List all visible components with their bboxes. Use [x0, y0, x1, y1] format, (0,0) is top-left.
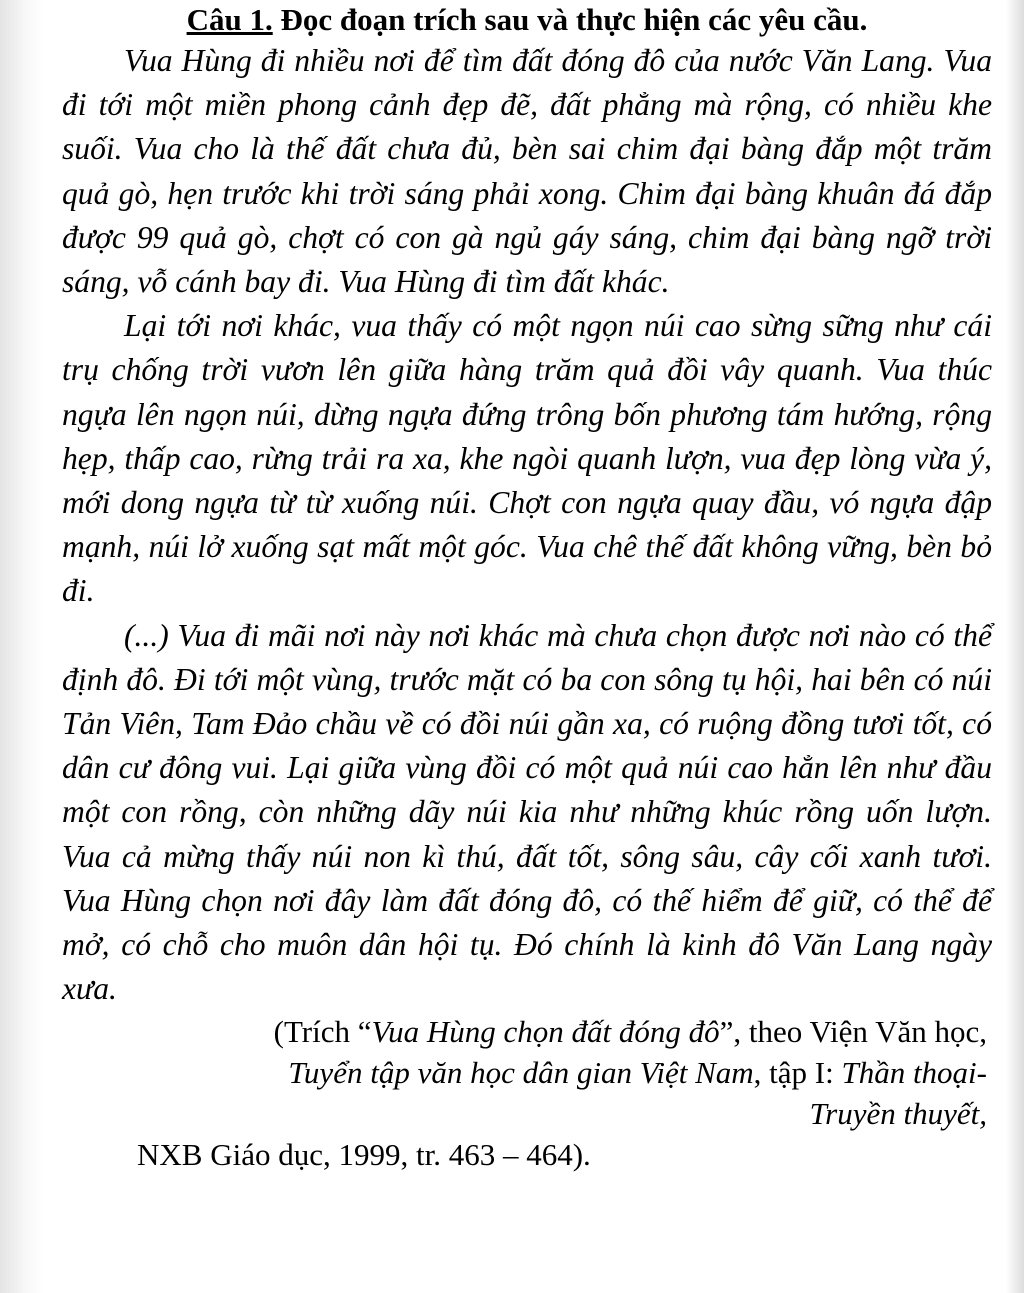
- question-number: Câu 1.: [186, 2, 273, 37]
- citation-volume-title-1: Thần thoại-: [841, 1055, 987, 1091]
- passage-paragraph-3: (...) Vua đi mãi nơi này nơi khác mà chưa chọn được nơi nào có thể định đô. Đi tới một vùng, trước mặt có ba con sông tụ hội, hai bên có núi Tản Viên, Tam Đảo chầu về có đồi núi gần xa, có ruộng đồng tươi tốt, có dân cư đông vui. Lại giữa vùng đồi có một quả núi cao hẳn lên như đầu một con rồng, còn những dãy núi kia như những khúc rồng uốn lượn. Vua cả mừng thấy núi non kì thú, đất tốt, sông sâu, cây cối xanh tươi. Vua Hùng chọn nơi đây làm đất đóng đô, có thế hiểm để giữ, có thể để mở, có chỗ cho muôn dân hội tụ. Đó chính là kinh đô Văn Lang ngày xưa.: [62, 617, 992, 1007]
- citation-book-title: Tuyển tập văn học dân gian Việt Nam: [288, 1055, 754, 1091]
- citation-publisher: NXB Giáo dục, 1999, tr. 463 – 464).: [137, 1137, 591, 1173]
- page-left-shadow: [0, 0, 44, 1293]
- passage-paragraph-2: Lại tới nơi khác, vua thấy có một ngọn núi cao sừng sững như cái trụ chống trời vươn lên giữa hàng trăm quả đồi vây quanh. Vua thúc ngựa lên ngọn núi, dừng ngựa đứng trông bốn phương tám hướng, rộng hẹp, thấp cao, rừng trải ra xa, khe ngòi quanh lượn, vua đẹp lòng vừa ý, mới dong ngựa từ từ xuống núi. Chợt con ngựa quay đầu, vó ngựa đập mạnh, núi lở xuống sạt mất một góc. Vua chê thế đất không vững, bèn bỏ đi.: [62, 308, 992, 609]
- document-page: [62, 0, 992, 1175]
- citation-volume: , tập I:: [753, 1055, 842, 1091]
- passage-paragraph-1: Vua Hùng đi nhiều nơi để tìm đất đóng đô của nước Văn Lang. Vua đi tới một miền phong cảnh đẹp đẽ, đất phẳng mà rộng, có nhiều khe suối. Vua cho là thế đất chưa đủ, bèn sai chim đại bàng đắp một trăm quả gò, hẹn trước khi trời sáng phải xong. Chim đại bàng khuân đá đắp được 99 quả gò, chợt có con gà ngủ gáy sáng, chim đại bàng ngỡ trời sáng, vỗ cánh bay đi. Vua Hùng đi tìm đất khác.: [62, 43, 992, 300]
- citation-institute: ”, theo Viện Văn học,: [719, 1014, 987, 1050]
- question-instruction: Đọc đoạn trích sau và thực hiện các yêu cầu.: [280, 2, 868, 37]
- citation-volume-title-2: Truyền thuyết,: [809, 1096, 987, 1132]
- question-heading: [62, 0, 992, 39]
- source-citation: [57, 1011, 987, 1175]
- page-right-shadow: [1006, 0, 1024, 1293]
- citation-story-title: Vua Hùng chọn đất đóng đô: [371, 1014, 720, 1050]
- citation-open: (Trích “: [273, 1014, 372, 1050]
